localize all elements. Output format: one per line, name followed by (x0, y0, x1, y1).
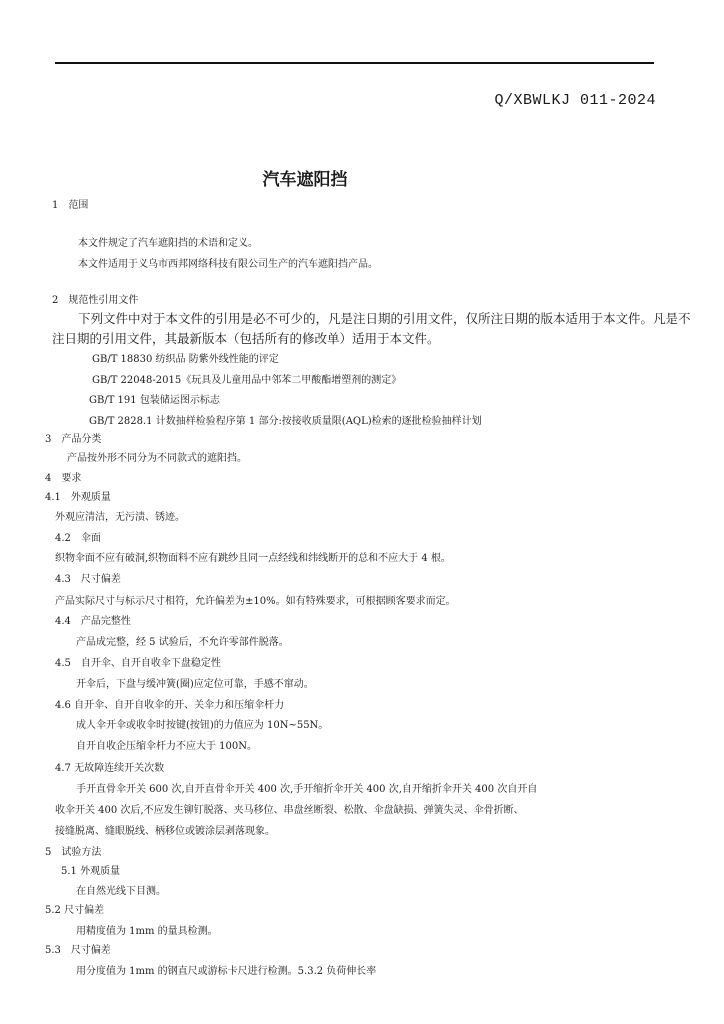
paragraph: 自开自收企压缩伞杆力不应大于 100N。 (76, 741, 258, 752)
subsection-heading: 5.1 外观质量 (61, 866, 121, 877)
subsection-heading: 4.5 自开伞、自开自收伞下盘稳定性 (55, 658, 221, 669)
header-rule (55, 62, 654, 64)
paragraph: 产品成完整，经 5 试验后，不允许零部件脱落。 (76, 637, 289, 648)
reference-item: GB/T 18830 纺织品 防紫外线性能的评定 (92, 354, 279, 365)
section-heading: 5 试验方法 (45, 847, 102, 858)
paragraph: 本文件规定了汽车遮阳挡的术语和定义。 (78, 238, 258, 249)
reference-item: GB/T 22048-2015《玩具及儿童用品中邻苯二甲酸酯增塑剂的测定》 (92, 375, 402, 386)
paragraph: 用分度值为 1mm 的钢直尺或游标卡尺进行检测。5.3.2 负荷伸长率 (76, 966, 377, 977)
reference-item: GB/T 2828.1 计数抽样检验程序第 1 部分:按接收质量限(AQL)检索的逐批检验抽样计划 (89, 416, 482, 427)
section-heading: 1 范围 (52, 200, 89, 211)
reference-item: GB/T 191 包装储运图示标志 (89, 395, 220, 406)
subsection-heading: 5.3 尺寸偏差 (45, 945, 111, 956)
document-title: 汽车遮阳挡 (262, 170, 348, 190)
section-heading: 2 规范性引用文件 (52, 295, 139, 306)
paragraph: 产品按外形不同分为不同款式的遮阳挡。 (67, 453, 247, 464)
subsection-heading: 4.3 尺寸偏差 (55, 574, 121, 585)
subsection-heading: 4.4 产品完整性 (55, 616, 131, 627)
paragraph: 用精度值为 1mm 的量具检测。 (76, 926, 218, 937)
paragraph: 手开直骨伞开关 600 次,自开直骨伞开关 400 次,手开缩折伞开关 400 次,自开缩折伞开关 400 次自开自 (76, 784, 538, 795)
subsection-heading: 4.2 伞面 (55, 533, 101, 544)
paragraph: 织物伞面不应有破洞,织物面料不应有跳纱且同一点经线和纬线断开的总和不应大于 4 根。 (55, 553, 451, 564)
section-heading: 3 产品分类 (45, 434, 102, 445)
paragraph: 收伞开关 400 次后,不应发生铆钉脱落、夹马移位、串盘丝断裂、松散、伞盘缺损、弹簧失灵、伞骨折断、 (55, 805, 524, 816)
paragraph: 注日期的引用文件，其最新版本（包括所有的修改单）适用于本文件。 (52, 331, 440, 346)
section-heading: 4 要求 (45, 473, 82, 484)
paragraph: 外观应清洁，无污渍、锈迹。 (55, 512, 185, 523)
paragraph: 接缝脱离、缝眼脱线、柄移位或镀涂层剥落现象。 (55, 826, 275, 837)
subsection-heading: 4.7 无故障连续开关次数 (55, 763, 165, 774)
paragraph: 开伞后，下盘与缓冲簧(圈)应定位可靠，手感不窜动。 (76, 679, 314, 690)
subsection-heading: 5.2 尺寸偏差 (45, 905, 105, 916)
paragraph: 下列文件中对于本文件的引用是必不可少的，凡是注日期的引用文件，仅所注日期的版本适用于本文件。凡是不 (78, 311, 691, 326)
subsection-heading: 4.1 外观质量 (45, 492, 111, 503)
paragraph: 成人伞开伞或收伞时按键(按钮)的力值应为 10N~55N。 (76, 720, 329, 731)
paragraph: 产品实际尺寸与标示尺寸相符，允许偏差为±10%。如有特殊要求，可根据顾客要求而定。 (55, 596, 456, 607)
paragraph: 本文件适用于义乌市西邦网络科技有限公司生产的汽车遮阳挡产品。 (78, 259, 378, 270)
document-code: Q/XBWLKJ 011-2024 (494, 92, 656, 109)
subsection-heading: 4.6 自开伞、自开自收伞的开、关伞力和压缩伞杆力 (55, 700, 285, 711)
paragraph: 在自然光线下目测。 (76, 886, 166, 897)
